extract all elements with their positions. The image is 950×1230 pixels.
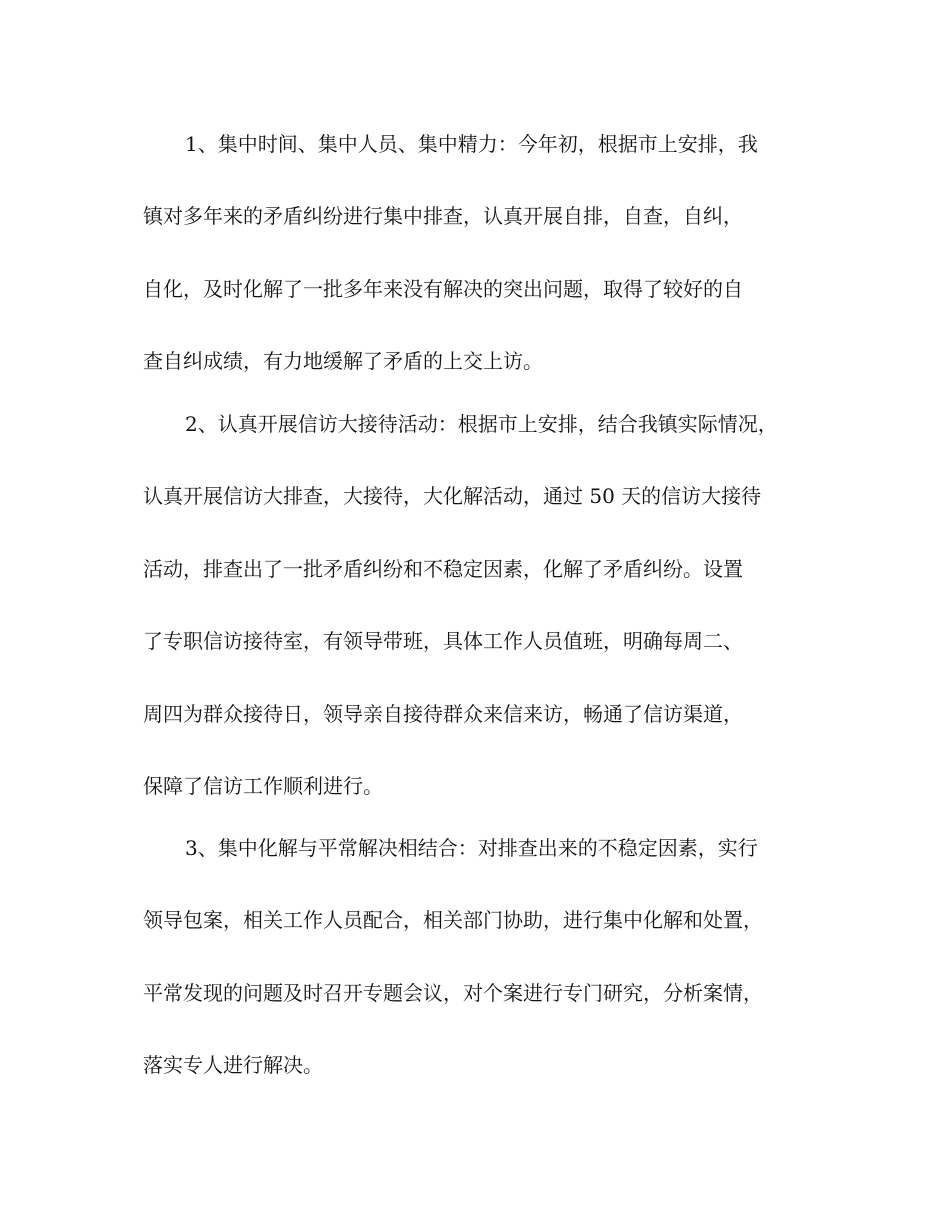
paragraph-2-line-4: 了专职信访接待室，有领导带班，具体工作人员值班，明确每周二、 xyxy=(143,629,743,653)
paragraph-1-line-4: 查自纠成绩，有力地缓解了矛盾的上交上访。 xyxy=(143,349,543,373)
paragraph-3-line-2: 领导包案，相关工作人员配合，相关部门协助，进行集中化解和处置， xyxy=(143,908,763,932)
paragraph-2-line-6: 保障了信访工作顺利进行。 xyxy=(143,774,383,798)
paragraph-2-line-1: 2、认真开展信访大接待活动：根据市上安排，结合我镇实际情况， xyxy=(185,412,778,436)
paragraph-3-line-3: 平常发现的问题及时召开专题会议，对个案进行专门研究，分析案情， xyxy=(143,981,763,1005)
paragraph-2-line-3: 活动，排查出了一批矛盾纠纷和不稳定因素，化解了矛盾纠纷。设置 xyxy=(143,557,743,581)
paragraph-3-line-4: 落实专人进行解决。 xyxy=(143,1053,323,1077)
paragraph-1-line-3: 自化，及时化解了一批多年来没有解决的突出问题，取得了较好的自 xyxy=(143,277,743,301)
paragraph-2-line-2: 认真开展信访大排查，大接待，大化解活动，通过 50 天的信访大接待 xyxy=(143,484,762,508)
paragraph-3-line-1: 3、集中化解与平常解决相结合：对排查出来的不稳定因素，实行 xyxy=(185,836,758,860)
paragraph-1-line-2: 镇对多年来的矛盾纠纷进行集中排查，认真开展自排，自查，自纠， xyxy=(143,204,743,228)
paragraph-1-line-1: 1、集中时间、集中人员、集中精力：今年初，根据市上安排，我 xyxy=(185,132,758,156)
paragraph-2-line-5: 周四为群众接待日，领导亲自接待群众来信来访，畅通了信访渠道， xyxy=(143,702,743,726)
